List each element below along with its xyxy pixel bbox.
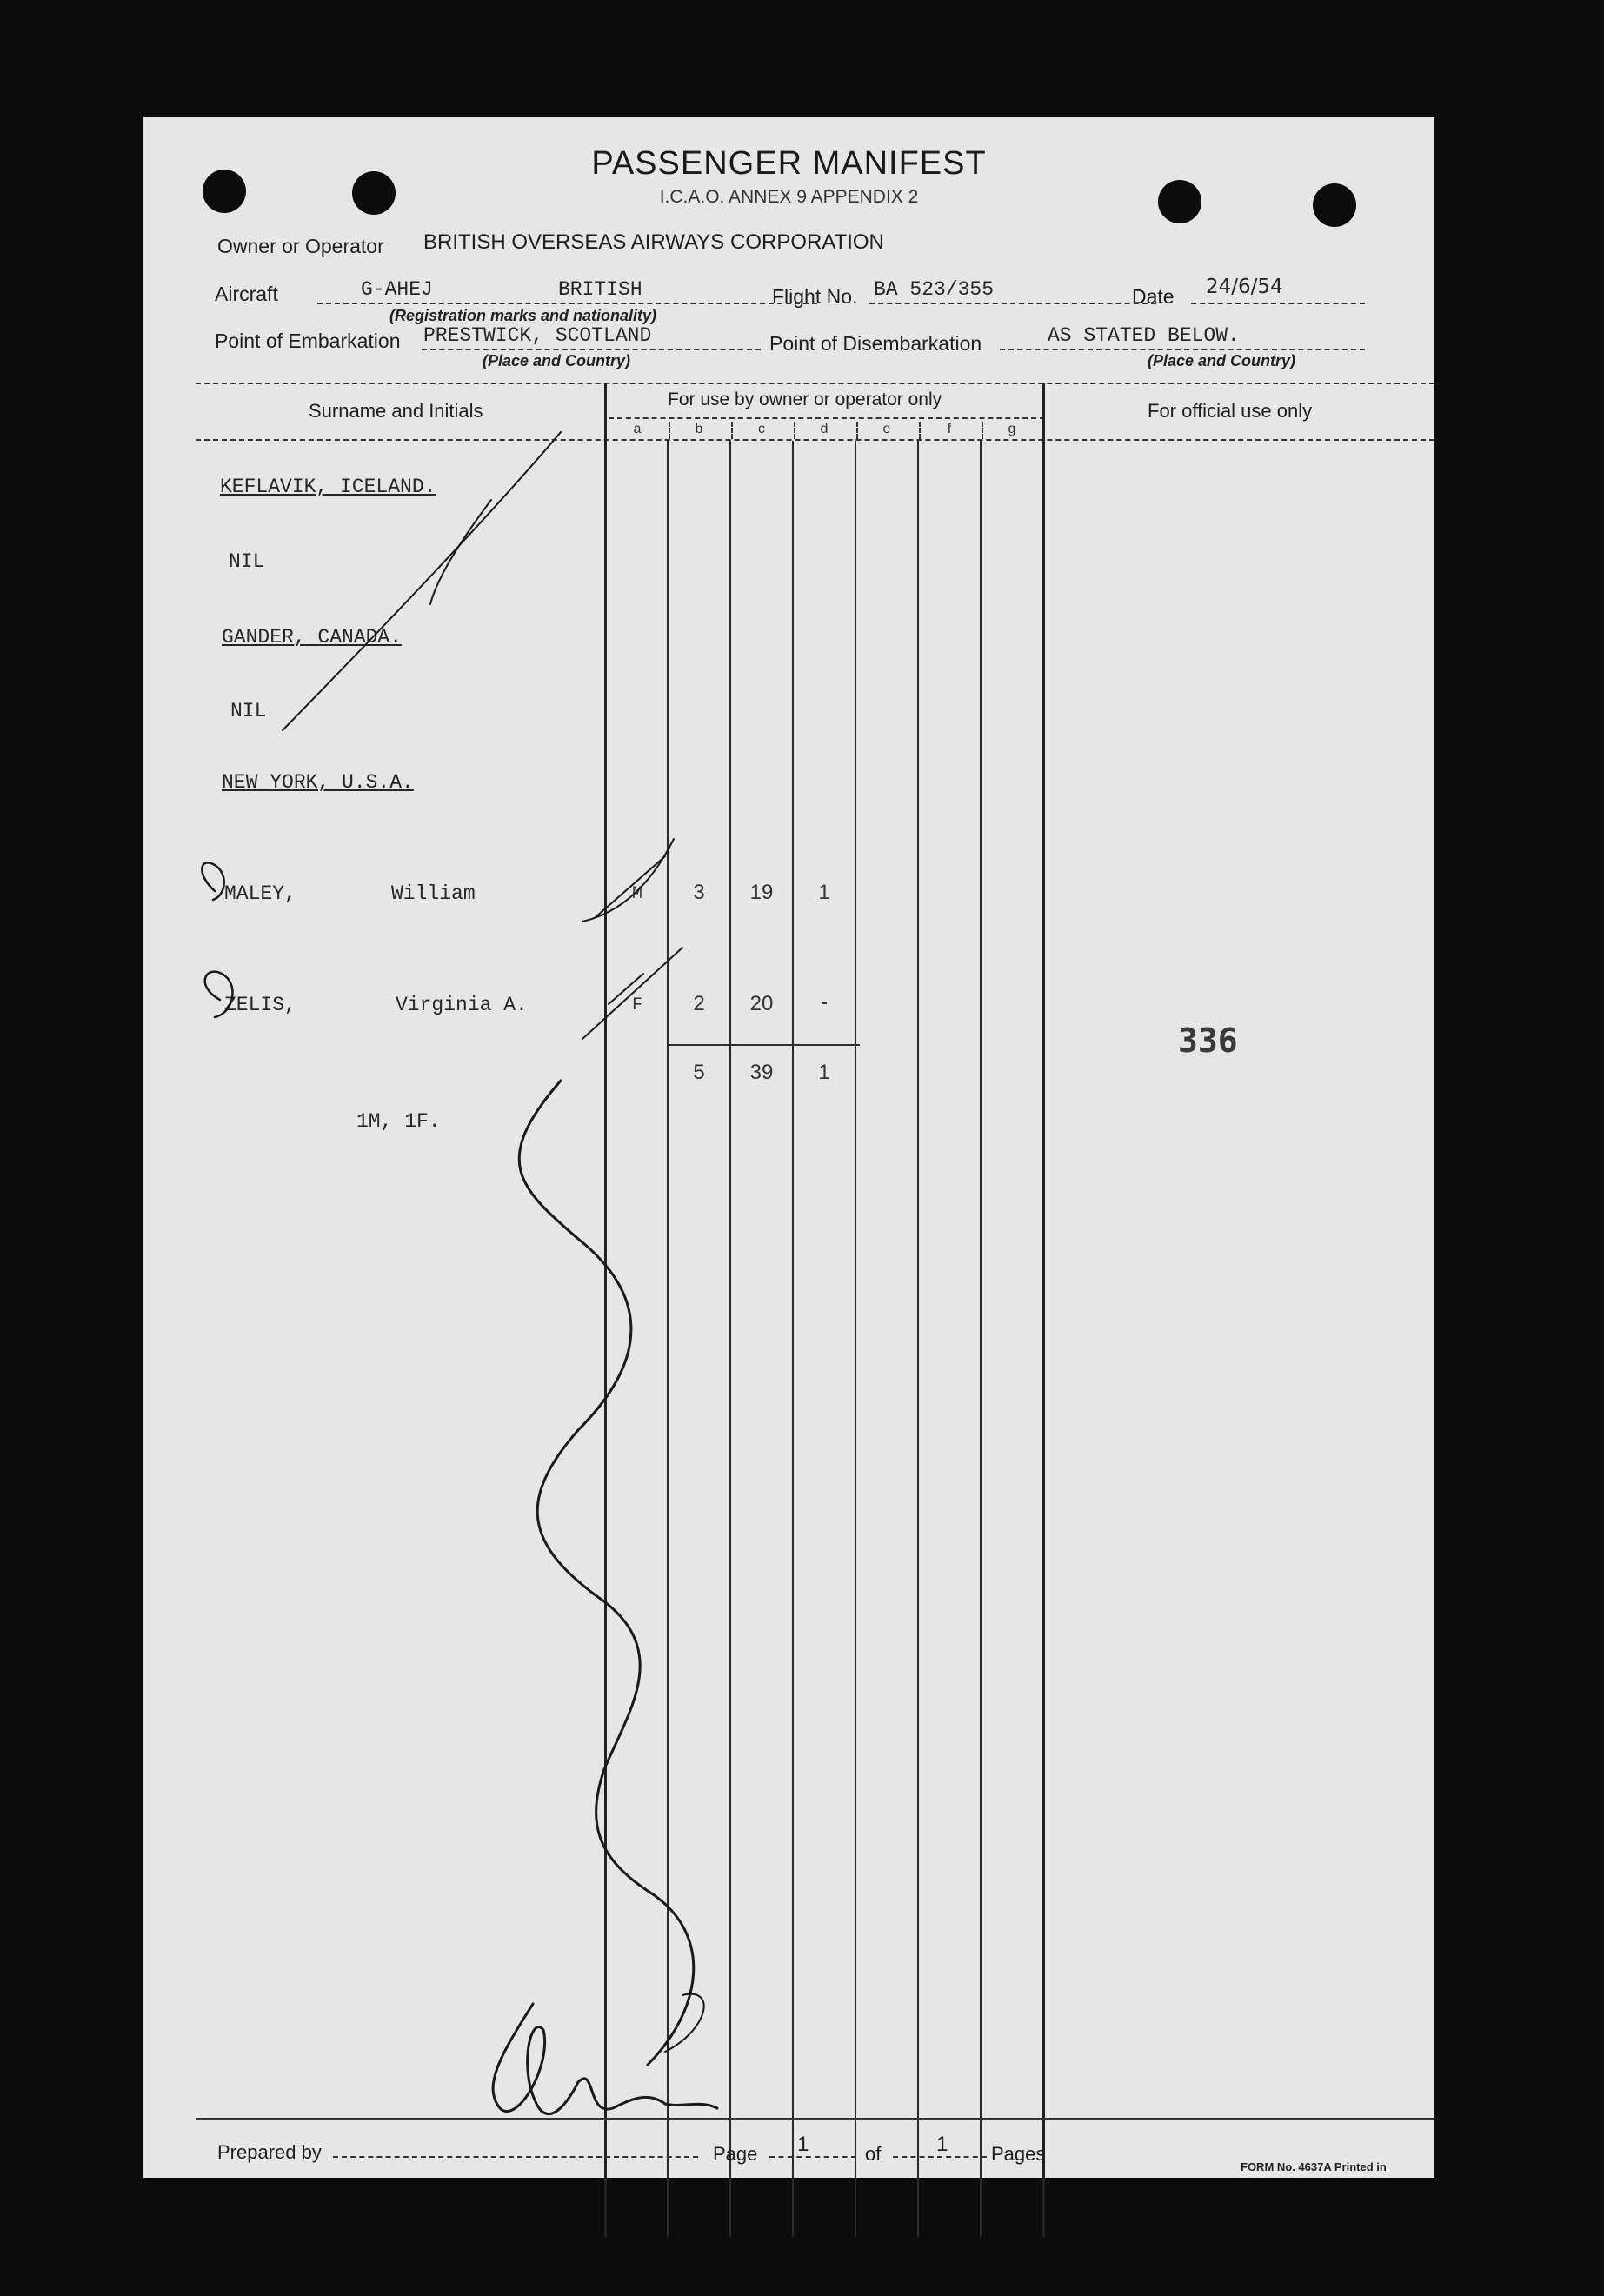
section-place: NEW YORK, U.S.A. [222, 771, 414, 794]
prepared-by-line [333, 2156, 698, 2158]
manifest-sheet [143, 117, 1434, 2178]
disembarkation-value: AS STATED BELOW. [1048, 324, 1240, 347]
page-line [769, 2156, 856, 2158]
pen-marks [143, 117, 1434, 2178]
column-header-b: b [695, 422, 703, 436]
pages-label: Pages [991, 2143, 1046, 2165]
official-use-header: For official use only [1148, 400, 1313, 422]
prepared-by-label: Prepared by [217, 2141, 322, 2163]
page-label: Page [713, 2143, 758, 2165]
cell-d: 1 [818, 881, 830, 904]
passenger-surname: MALEY, [224, 882, 296, 905]
table-bottom-rule [196, 2118, 1434, 2120]
total-c: 39 [749, 1061, 774, 1084]
column-header-f: f [947, 422, 952, 436]
surname-header: Surname and Initials [309, 400, 483, 422]
cell-b: 2 [693, 992, 705, 1015]
passenger-initials: William [391, 882, 476, 905]
column-header-a: a [633, 422, 642, 436]
column-header-e: e [882, 422, 891, 436]
disembarkation-label: Point of Disembarkation [769, 332, 982, 355]
column-header-d: d [820, 422, 829, 436]
date-label: Date [1132, 285, 1175, 308]
column-header-c: c [758, 422, 765, 436]
embarkation-value: PRESTWICK, SCOTLAND [423, 324, 652, 347]
page-count: 1 [936, 2133, 948, 2156]
total-d: 1 [818, 1061, 830, 1084]
page-title: PASSENGER MANIFEST [591, 145, 987, 182]
section-place: GANDER, CANADA. [222, 626, 403, 649]
date-value: 24/6/54 [1206, 276, 1283, 298]
section-place: KEFLAVIK, ICELAND. [220, 476, 436, 498]
aircraft-label: Aircraft [215, 283, 278, 305]
of-label: of [865, 2143, 882, 2165]
section-passengers: NIL [230, 700, 267, 722]
aircraft-nationality: BRITISH [558, 278, 642, 301]
disembarkation-note: (Place and Country) [1148, 352, 1296, 369]
cell-b: 3 [693, 881, 705, 904]
embarkation-label: Point of Embarkation [215, 329, 401, 352]
embarkation-note: (Place and Country) [483, 352, 631, 369]
cell-d: - [821, 990, 828, 1014]
passenger-surname: ZELIS, [224, 994, 296, 1016]
aircraft-note: (Registration marks and nationality) [389, 307, 657, 324]
owner-label: Owner or Operator [217, 235, 384, 257]
cell-a: M [631, 884, 642, 904]
official-number: 336 [1178, 1022, 1238, 1060]
passenger-initials: Virginia A. [396, 994, 528, 1016]
page-subtitle: I.C.A.O. ANNEX 9 APPENDIX 2 [659, 187, 919, 207]
owner-use-header: For use by owner or operator only [668, 389, 942, 409]
cell-c: 19 [749, 881, 774, 904]
page-number: 1 [797, 2133, 809, 2156]
cell-a: F [631, 995, 642, 1015]
flight-value: BA 523/355 [874, 278, 995, 301]
cell-c: 20 [749, 992, 774, 1015]
form-number: FORM No. 4637A Printed in [1241, 2160, 1387, 2173]
summary-count: 1M, 1F. [356, 1110, 441, 1133]
owner-value: BRITISH OVERSEAS AIRWAYS CORPORATION [423, 230, 884, 254]
column-header-g: g [1008, 422, 1016, 436]
page-count-line [893, 2156, 987, 2158]
aircraft-registration: G-AHEJ [361, 278, 433, 301]
section-passengers: NIL [229, 550, 265, 573]
flight-label: Flight No. [772, 285, 858, 308]
total-b: 5 [693, 1061, 705, 1084]
